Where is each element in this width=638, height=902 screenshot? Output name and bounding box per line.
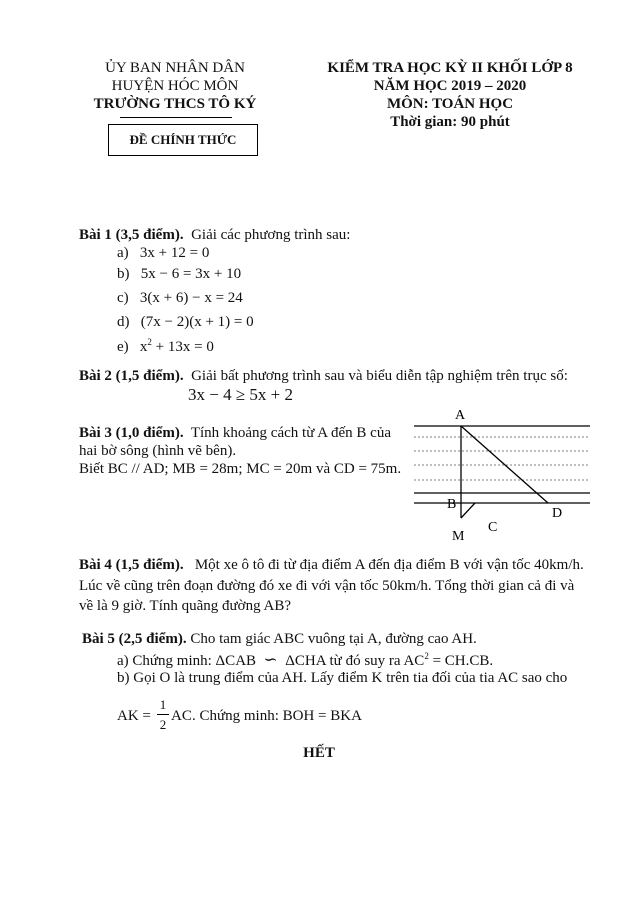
bai1-d-label: d) (117, 314, 130, 330)
bai1-a-expr: 3x + 12 = 0 (139, 245, 210, 261)
bai4-line1: Một xe ô tô đi từ địa điểm A đến địa điểm B với vận tốc 40km/h. (194, 557, 584, 573)
segment-ad (461, 426, 548, 503)
bai2-expr: 3x − 4 ≥ 5x + 2 (188, 385, 294, 404)
fraction-bar (157, 714, 169, 715)
label-a: A (455, 408, 466, 423)
subject: MÔN: TOÁN HỌC (386, 96, 514, 112)
bai5-heading (82, 631, 477, 648)
bai5-part-b: b) Gọi O là trung điểm của AH. Lấy điểm K trên tia đối của tia AC sao cho (117, 670, 568, 686)
bai5-prompt: Cho tam giác ABC vuông tại A, đường cao AH. (190, 631, 477, 647)
bai5-b-tail: . Chứng minh: BOH = BKA (192, 708, 362, 724)
bai1-d-expr: (7x − 2)(x + 1) = 0 (140, 314, 254, 330)
bai1-e-base: x (139, 339, 148, 355)
bai3-line2: hai bờ sông (hình vẽ bên). (79, 443, 237, 459)
bai2-title: Bài 2 (1,5 điểm). (79, 368, 184, 384)
exam-title: KIỂM TRA HỌC KỲ II KHỐI LỚP 8 (327, 60, 573, 76)
duration: Thời gian: 90 phút (390, 114, 510, 130)
label-b: B (447, 497, 457, 512)
bai5-part-a (117, 650, 493, 670)
bai5-a-mid: ΔCHA từ đó suy ra AC (285, 653, 425, 669)
end-mark: HẾT (303, 745, 335, 761)
label-d: D (552, 506, 563, 521)
label-m: M (452, 529, 465, 544)
org-line-2: HUYỆN HÓC MÔN (111, 78, 239, 94)
similar-symbol: ∽ (263, 650, 278, 669)
bai3-heading (79, 425, 391, 442)
official-badge-label: ĐỀ CHÍNH THỨC (129, 132, 237, 147)
bai1-item-c (117, 290, 243, 307)
bai1-b-expr: 5x − 6 = 3x + 10 (140, 266, 242, 282)
bai4-line2: Lúc về cũng trên đoạn đường đó xe đi với vận tốc 50km/h. Tổng thời gian cả đi và (79, 578, 575, 594)
school-year: NĂM HỌC 2019 – 2020 (373, 78, 527, 94)
frac-denominator: 2 (159, 717, 167, 732)
bai4-title: Bài 4 (1,5 điểm). (79, 557, 184, 573)
school-name: TRƯỜNG THCS TÔ KÝ (93, 96, 257, 112)
bai1-e-rest: + 13x = 0 (151, 339, 214, 355)
bai1-item-e (117, 337, 214, 356)
bai5-a-prefix: a) Chứng minh: ΔCAB (117, 653, 257, 669)
frac-lhs: AK = (117, 708, 151, 724)
official-badge (108, 124, 258, 156)
bai1-e-sup: 2 (147, 337, 152, 347)
bai1-item-d (117, 314, 254, 331)
frac-rhs: AC (171, 708, 192, 724)
bai1-c-label: c) (117, 290, 129, 306)
bai3-title: Bài 3 (1,0 điểm). (79, 425, 184, 441)
bai1-b-label: b) (117, 266, 130, 282)
river-figure (400, 400, 600, 550)
bai1-prompt: Giải các phương trình sau: (191, 227, 351, 243)
bai1-item-b (117, 266, 241, 283)
label-c: C (488, 520, 498, 535)
bai2-heading (79, 368, 568, 385)
bai1-e-label: e) (117, 339, 129, 355)
bai3-line1: Tính khoảng cách từ A đến B của (190, 425, 391, 441)
bai1-item-a (117, 245, 209, 262)
bai1-heading (79, 227, 350, 244)
bai4-heading (79, 557, 584, 574)
org-line-1: ỦY BAN NHÂN DÂN (105, 60, 245, 76)
bai1-a-label: a) (117, 245, 129, 261)
bai5-a-sup: 2 (424, 651, 429, 661)
school-underline (120, 117, 232, 118)
segment-mc (461, 503, 475, 518)
bai1-c-expr: 3(x + 6) − x = 24 (139, 290, 243, 306)
bai3-line3: Biết BC // AD; MB = 28m; MC = 20m và CD = 75m. (79, 461, 402, 477)
bai4-line3: về là 9 giờ. Tính quãng đường AB? (79, 598, 292, 614)
bai5-title: Bài 5 (2,5 điểm). (82, 631, 187, 647)
frac-numerator: 1 (159, 697, 167, 712)
bai1-title: Bài 1 (3,5 điểm). (79, 227, 184, 243)
bai5-a-end: = CH.CB. (428, 653, 494, 669)
bai2-prompt: Giải bất phương trình sau và biểu diễn tập nghiệm trên trục số: (191, 368, 568, 384)
